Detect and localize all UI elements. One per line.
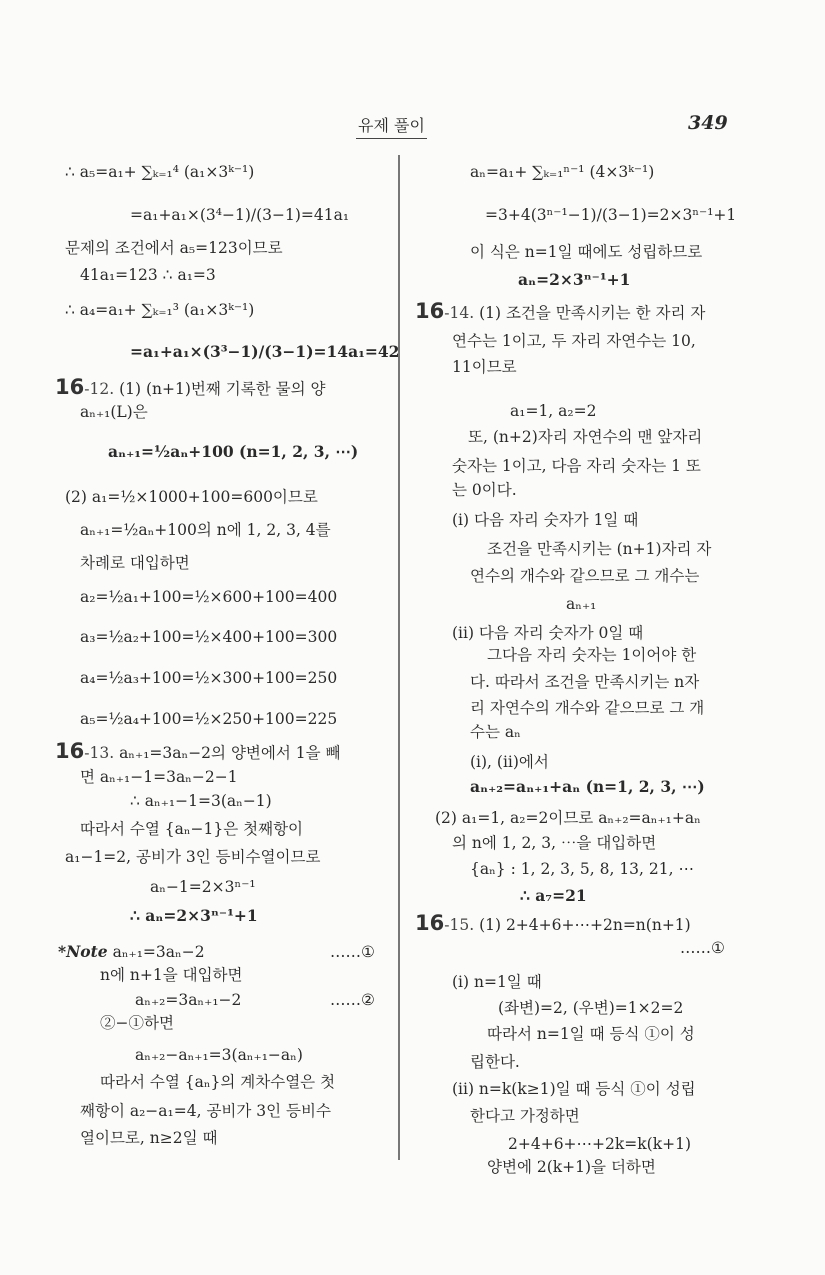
text-line: (i) 다음 자리 숫자가 1일 때 xyxy=(452,511,639,529)
math-line: =a₁+a₁×(3³−1)/(3−1)=14a₁=42 xyxy=(130,342,400,361)
math-line: 2+4+6+⋯+2k=k(k+1) xyxy=(508,1135,692,1153)
column-divider xyxy=(398,155,400,1160)
text-line: 조건을 만족시키는 (n+1)자리 자 xyxy=(487,540,712,558)
result-formula: aₙ₊₂=aₙ₊₁+aₙ (n=1, 2, 3, ⋯) xyxy=(470,777,705,796)
text-line: 숫자는 1이고, 다음 자리 숫자는 1 또 xyxy=(452,457,701,475)
text-line: 그다음 자리 숫자는 1이어야 한 xyxy=(487,646,697,664)
text-line: 11이므로 xyxy=(452,358,517,376)
text-line: 는 0이다. xyxy=(452,481,517,499)
math-line: aₙ₊₁(L)은 xyxy=(80,403,148,421)
problem-16-15-heading xyxy=(415,913,691,935)
text-line: 의 n에 1, 2, 3, ⋯을 대입하면 xyxy=(452,834,657,852)
text-line: (ii) n=k(k≥1)일 때 등식 ①이 성립 xyxy=(452,1080,696,1098)
math-line: 41a₁=123 ∴ a₁=3 xyxy=(80,266,216,284)
result-formula: ∴ aₙ=2×3ⁿ⁻¹+1 xyxy=(130,906,258,925)
problem-chapter: 16 xyxy=(415,911,445,935)
problem-16-12-heading xyxy=(55,377,325,399)
text-line: 립한다. xyxy=(470,1053,520,1071)
problem-chapter: 16 xyxy=(415,299,445,323)
math-line: =a₁+a₁×(3⁴−1)/(3−1)=41a₁ xyxy=(130,206,350,224)
math-line: aₙ₊₁ xyxy=(566,595,597,613)
page-number: 349 xyxy=(688,112,728,134)
math-line: (2) a₁=1, a₂=2이므로 aₙ₊₂=aₙ₊₁+aₙ xyxy=(435,809,701,827)
math-line: a₃=½a₂+100=½×400+100=300 xyxy=(80,628,338,646)
math-line: {aₙ} : 1, 2, 3, 5, 8, 13, 21, ⋯ xyxy=(470,860,694,878)
result-formula: aₙ=2×3ⁿ⁻¹+1 xyxy=(518,270,631,289)
text-line: (i) n=1일 때 xyxy=(452,973,542,991)
text-line: 문제의 조건에서 a₅=123이므로 xyxy=(65,239,283,257)
text-line: 열이므로, n≥2일 때 xyxy=(80,1129,218,1147)
text-line: n에 n+1을 대입하면 xyxy=(100,966,243,984)
text-line: a₁−1=2, 공비가 3인 등비수열이므로 xyxy=(65,848,321,866)
problem-16-14-heading xyxy=(415,301,705,323)
text-line: (ii) 다음 자리 숫자가 0일 때 xyxy=(452,624,644,642)
math-line: ∴ aₙ₊₁−1=3(aₙ−1) xyxy=(130,792,272,810)
problem-chapter: 16 xyxy=(55,375,85,399)
text-line: (i), (ii)에서 xyxy=(470,753,549,771)
text-line: 리 자연수의 개수와 같으므로 그 개 xyxy=(470,699,705,717)
problem-16-13-heading xyxy=(55,741,341,763)
math-text: aₙ₊₁=3aₙ−2 xyxy=(112,943,205,961)
note-line xyxy=(58,942,205,962)
problem-number: -12. xyxy=(84,380,115,398)
text-line: 따라서 n=1일 때 등식 ①이 성 xyxy=(487,1025,695,1043)
note-label: *Note xyxy=(58,942,108,961)
math-line: a₄=½a₃+100=½×300+100=250 xyxy=(80,669,338,687)
text-line: (1) (n+1)번째 기록한 물의 양 xyxy=(119,380,326,398)
math-line: a₁=1, a₂=2 xyxy=(510,402,597,420)
math-line: ∴ a₄=a₁+ ∑ₖ₌₁³ (a₁×3ᵏ⁻¹) xyxy=(65,301,255,319)
text-line: 또, (n+2)자리 자연수의 맨 앞자리 xyxy=(468,428,703,446)
equation-marker: ……① xyxy=(680,939,725,957)
text-line: 이 식은 n=1일 때에도 성립하므로 xyxy=(470,243,703,261)
text-line: 차례로 대입하면 xyxy=(80,554,190,572)
math-line: =3+4(3ⁿ⁻¹−1)/(3−1)=2×3ⁿ⁻¹+1 xyxy=(485,206,737,224)
math-line: aₙ−1=2×3ⁿ⁻¹ xyxy=(150,878,256,896)
problem-number: -14. xyxy=(444,304,475,322)
text-line: 양변에 2(k+1)을 더하면 xyxy=(487,1158,656,1176)
math-line: (2) a₁=½×1000+100=600이므로 xyxy=(65,488,318,506)
math-line: aₙ₊₂=3aₙ₊₁−2 xyxy=(135,991,242,1009)
math-line: aₙ₊₁=½aₙ+100의 n에 1, 2, 3, 4를 xyxy=(80,521,331,539)
math-line: (좌변)=2, (우변)=1×2=2 xyxy=(498,999,684,1017)
text-line: 연수의 개수와 같으므로 그 개수는 xyxy=(470,567,700,585)
result-formula: aₙ₊₁=½aₙ+100 (n=1, 2, 3, ⋯) xyxy=(108,442,359,461)
section-title: 유제 풀이 xyxy=(356,113,427,139)
problem-number: -15. xyxy=(444,916,475,934)
text-line: (1) 조건을 만족시키는 한 자리 자 xyxy=(479,304,706,322)
equation-marker: ……② xyxy=(330,991,375,1009)
text-line: 따라서 수열 {aₙ−1}은 첫째항이 xyxy=(80,820,304,838)
math-line: aₙ=a₁+ ∑ₖ₌₁ⁿ⁻¹ (4×3ᵏ⁻¹) xyxy=(470,163,655,181)
problem-number: -13. xyxy=(84,744,115,762)
math-line: a₂=½a₁+100=½×600+100=400 xyxy=(80,588,338,606)
text-line: 째항이 a₂−a₁=4, 공비가 3인 등비수 xyxy=(80,1102,331,1120)
math-line: ∴ a₅=a₁+ ∑ₖ₌₁⁴ (a₁×3ᵏ⁻¹) xyxy=(65,163,255,181)
math-line: 면 aₙ₊₁−1=3aₙ−2−1 xyxy=(80,768,238,786)
math-line: aₙ₊₂−aₙ₊₁=3(aₙ₊₁−aₙ) xyxy=(135,1046,303,1064)
text-line: 수는 aₙ xyxy=(470,723,521,741)
text-line: ②−①하면 xyxy=(100,1014,174,1032)
text-line: 연수는 1이고, 두 자리 자연수는 10, xyxy=(452,332,696,350)
problem-chapter: 16 xyxy=(55,739,85,763)
result-formula: ∴ a₇=21 xyxy=(520,886,587,905)
text-line: 다. 따라서 조건을 만족시키는 n자 xyxy=(470,673,700,691)
text-line: aₙ₊₁=3aₙ−2의 양변에서 1을 빼 xyxy=(119,744,341,762)
math-line: a₅=½a₄+100=½×250+100=225 xyxy=(80,710,338,728)
equation-marker: ……① xyxy=(330,943,375,961)
text-line: 따라서 수열 {aₙ}의 계차수열은 첫 xyxy=(100,1073,336,1091)
text-line: 한다고 가정하면 xyxy=(470,1107,580,1125)
math-text: (1) 2+4+6+⋯+2n=n(n+1) xyxy=(479,916,691,934)
